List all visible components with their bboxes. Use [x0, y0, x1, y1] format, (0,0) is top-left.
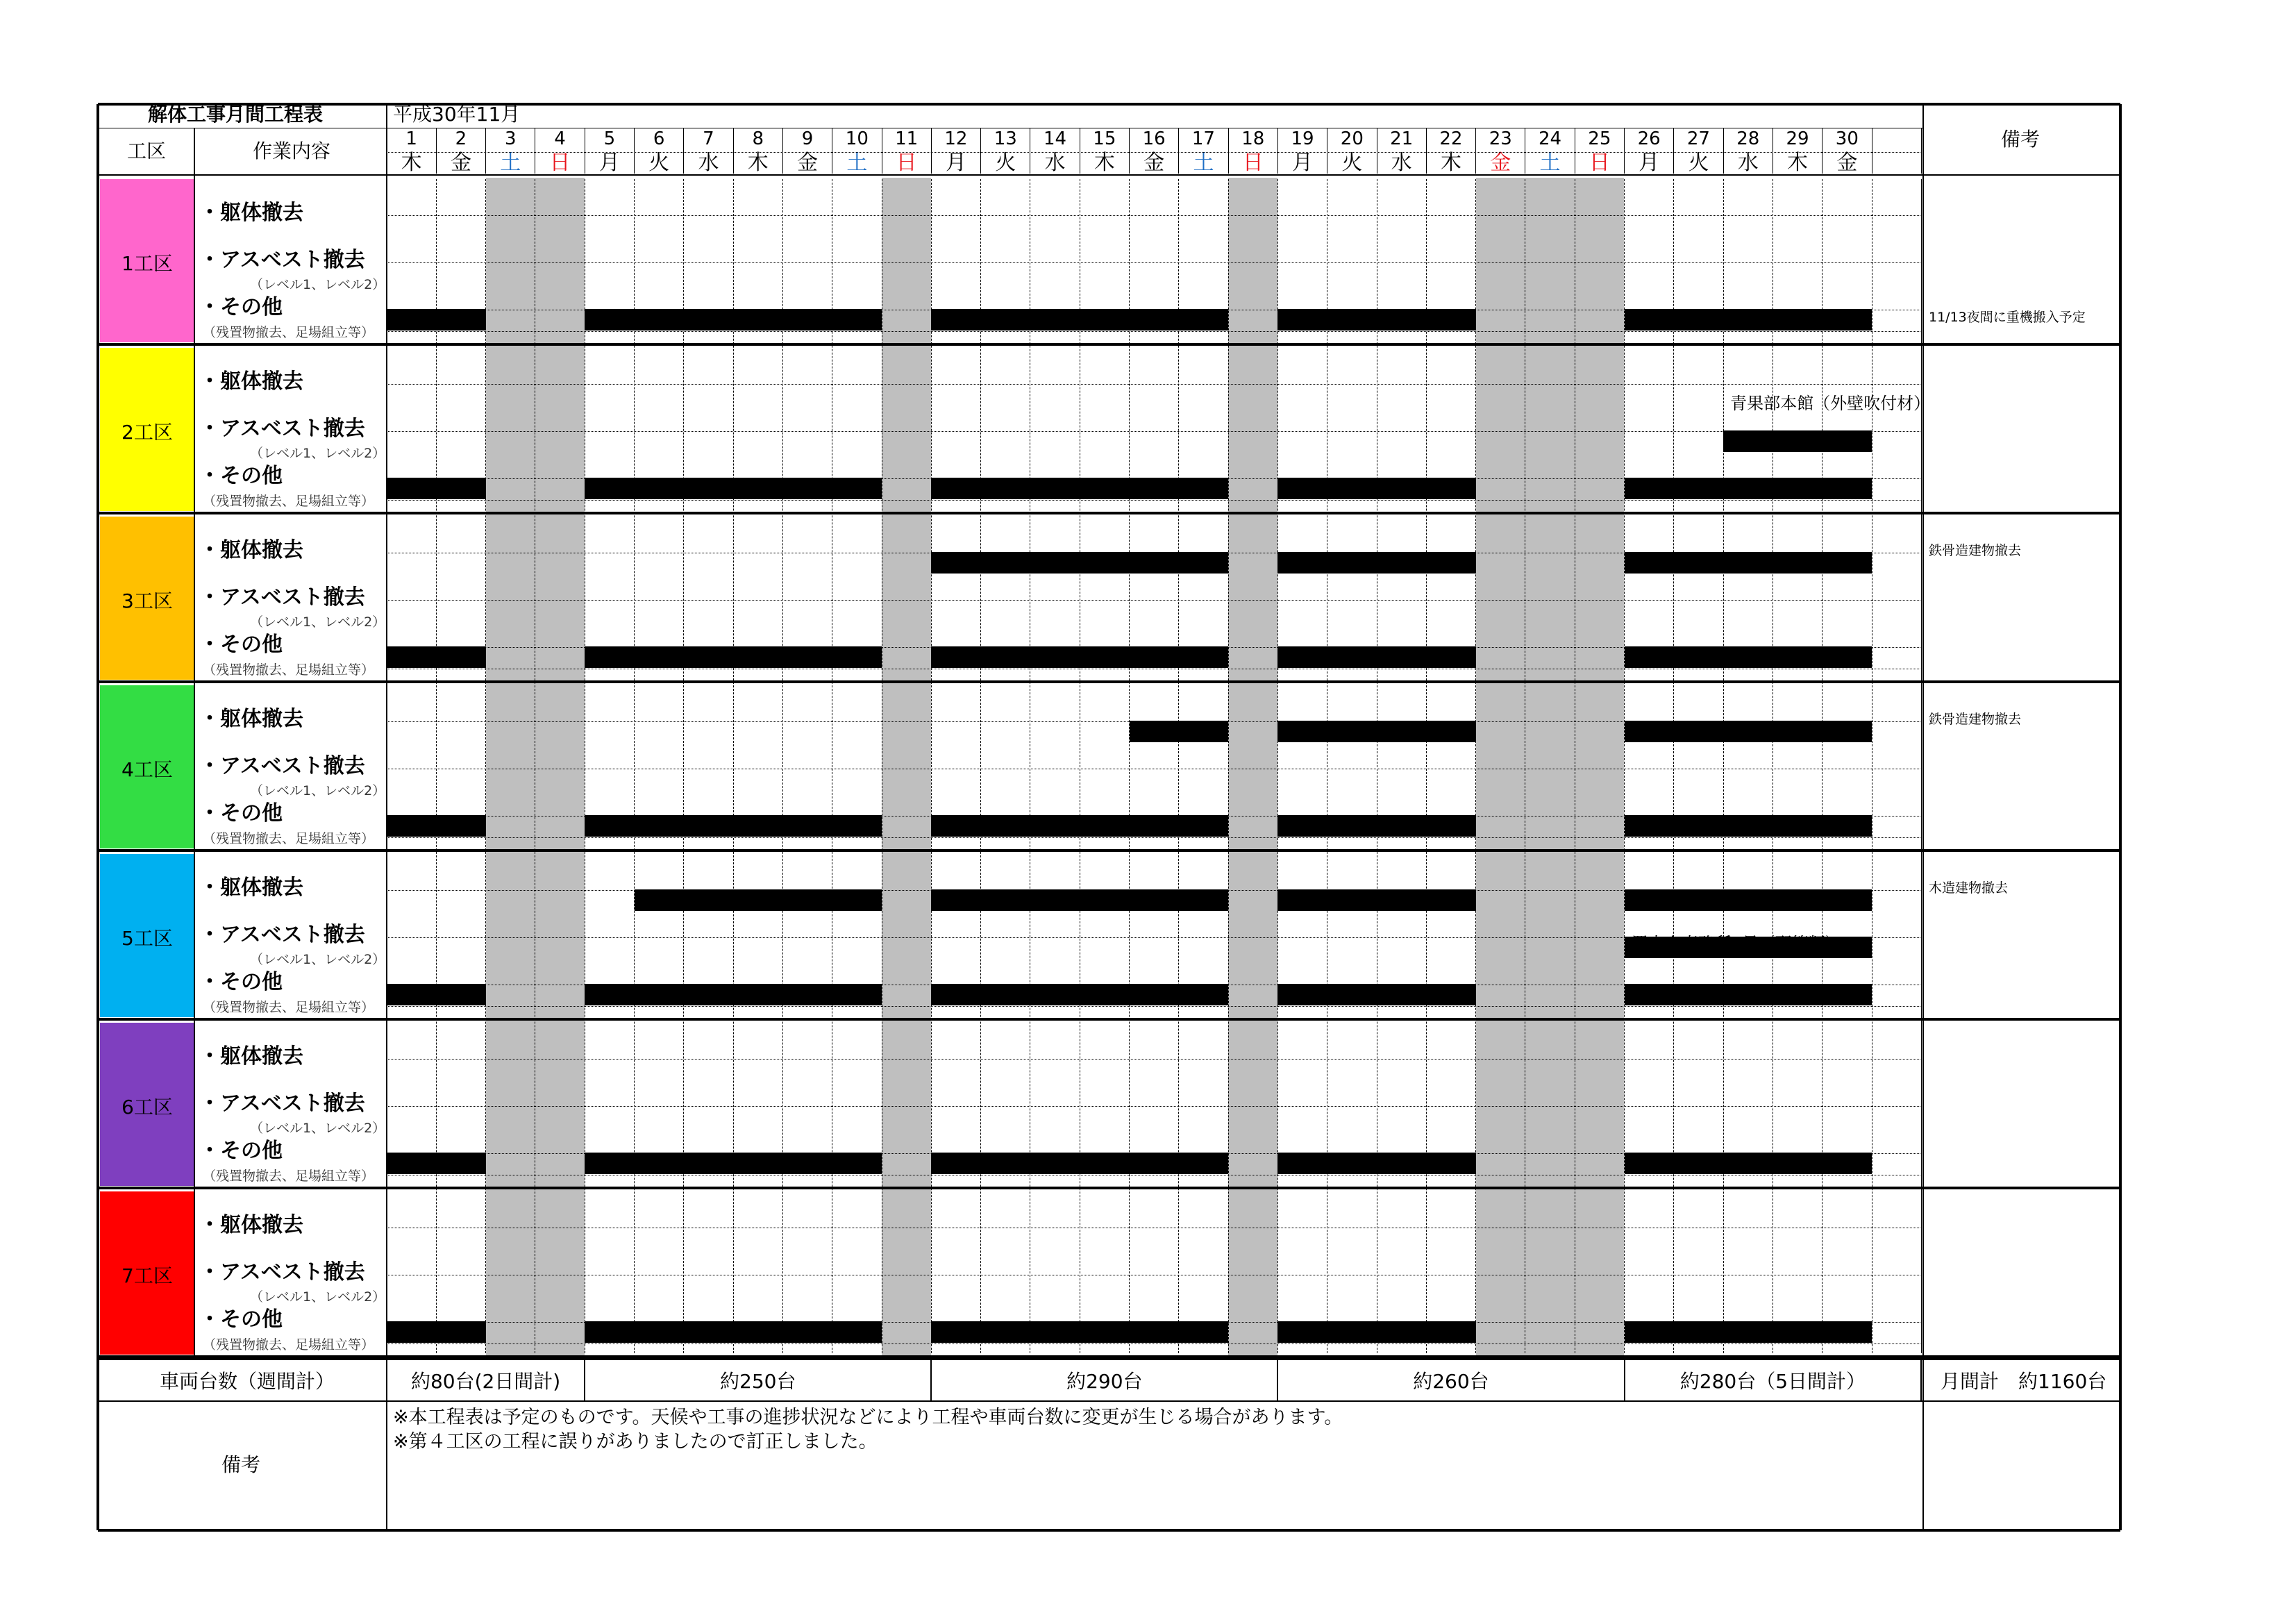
day-line [1129, 179, 1130, 1353]
day-weekday: 水 [1044, 151, 1066, 175]
day-number: 21 [1390, 128, 1414, 149]
vehicle-week-count: 約290台 [1066, 1370, 1143, 1393]
task-structure-removal: ・躯体撤去 [199, 876, 303, 900]
vehicle-row-top [98, 1357, 2120, 1360]
day-number: 18 [1241, 128, 1265, 149]
day-weekday: 金 [1836, 151, 1858, 175]
schedule-title: 解体工事月間工程表 [148, 103, 324, 126]
task-other-note: （残置物撤去、足場組立等） [203, 831, 375, 846]
day-number: 12 [944, 128, 968, 149]
vehicle-week-divider [1920, 1359, 1922, 1401]
zone-name: 6工区 [121, 1096, 173, 1119]
schedule-bar [1625, 1321, 1872, 1343]
zone-column-divider [194, 128, 195, 1359]
task-other-note: （残置物撤去、足場組立等） [203, 1337, 375, 1353]
day-line [1277, 179, 1278, 1353]
task-asbestos-note: （レベル1、レベル2） [250, 783, 386, 798]
day-weekday: 木 [1787, 151, 1809, 175]
vehicle-row-bottom [98, 1400, 2120, 1402]
day-number: 15 [1093, 128, 1116, 149]
task-asbestos-note: （レベル1、レベル2） [250, 277, 386, 292]
day-line [1921, 179, 1922, 1353]
subrow-line [387, 837, 1923, 838]
task-other-note: （残置物撤去、足場組立等） [203, 662, 375, 678]
table-border-left [97, 104, 99, 1530]
schedule-bar [1625, 552, 1872, 574]
task-other: ・その他 [199, 970, 283, 994]
day-weekday: 火 [995, 151, 1016, 175]
day-weekday: 月 [945, 151, 966, 175]
schedule-bar [635, 889, 882, 911]
zone-remark: 木造建物撤去 [1929, 880, 2009, 896]
vehicle-monthly-total: 月間計 約1160台 [1941, 1370, 2107, 1393]
day-line [733, 179, 734, 1353]
day-weekday: 木 [1093, 151, 1115, 175]
day-line [485, 179, 486, 1353]
day-number: 27 [1686, 128, 1710, 149]
task-asbestos-removal: ・アスベスト撤去 [199, 754, 365, 778]
day-weekday: 金 [1143, 151, 1165, 175]
task-other-note: （残置物撤去、足場組立等） [203, 325, 375, 340]
task-structure-removal: ・躯体撤去 [199, 1044, 303, 1069]
subrow-line [387, 1059, 1923, 1060]
subrow-line [387, 1343, 1923, 1344]
header-bottom-line [98, 174, 2120, 176]
subrow-line [387, 384, 1923, 385]
task-other-note: （残置物撤去、足場組立等） [203, 494, 375, 509]
day-number: 1 [405, 128, 417, 149]
task-other: ・その他 [199, 295, 283, 319]
task-structure-removal: ・躯体撤去 [199, 538, 303, 562]
subrow-line [387, 215, 1923, 216]
day-weekday: 火 [1341, 151, 1363, 175]
zone-separator [98, 680, 2120, 683]
task-structure-removal: ・躯体撤去 [199, 369, 303, 394]
zone-separator [98, 1187, 2120, 1189]
task-structure-removal: ・躯体撤去 [199, 707, 303, 731]
subrow-line [387, 600, 1923, 601]
day-number: 22 [1439, 128, 1463, 149]
task-other: ・その他 [199, 801, 283, 826]
schedule-bar [1625, 309, 1872, 330]
day-line [1178, 179, 1179, 1353]
day-number: 10 [845, 128, 869, 149]
schedule-bar [1625, 815, 1872, 837]
day-weekday: 金 [450, 151, 471, 175]
day-number: 30 [1835, 128, 1859, 149]
task-asbestos-removal: ・アスベスト撤去 [199, 585, 365, 610]
schedule-bar [1625, 646, 1872, 668]
day-weekday: 日 [1589, 151, 1610, 175]
zone-name: 5工区 [121, 927, 173, 950]
day-weekday: 水 [698, 151, 719, 175]
subrow-line [387, 331, 1923, 332]
task-other-note: （残置物撤去、足場組立等） [203, 1169, 375, 1184]
day-line [1624, 179, 1625, 1353]
day-weekday: 土 [846, 151, 868, 175]
day-header-line [1921, 128, 1922, 174]
day-weekday: 日 [549, 151, 571, 175]
day-number: 19 [1291, 128, 1314, 149]
zone-separator [98, 849, 2120, 852]
day-weekday: 土 [1539, 151, 1561, 175]
task-other: ・その他 [199, 464, 283, 488]
task-asbestos-note: （レベル1、レベル2） [250, 446, 386, 461]
zone-name: 7工区 [121, 1264, 173, 1287]
day-weekday: 火 [1688, 151, 1709, 175]
day-weekday: 土 [500, 151, 521, 175]
day-line [1475, 179, 1476, 1353]
vehicle-week-count: 約250台 [720, 1370, 796, 1393]
day-number: 2 [455, 128, 467, 149]
task-asbestos-note: （レベル1、レベル2） [250, 1289, 386, 1305]
zone-name: 4工区 [121, 758, 173, 781]
subrow-line [387, 431, 1923, 432]
day-weekday: 木 [747, 151, 769, 175]
day-number: 6 [653, 128, 665, 149]
schedule-bar [1625, 889, 1872, 911]
zone-name: 3工区 [121, 589, 173, 612]
day-weekday: 水 [1737, 151, 1759, 175]
schedule-bar [1625, 1153, 1872, 1174]
zone-remark: 鉄骨造建物撤去 [1929, 543, 2022, 558]
day-number: 29 [1786, 128, 1809, 149]
bar-annotation: 青果部本館（外壁吹付材） [1730, 394, 1931, 413]
day-number: 5 [603, 128, 616, 149]
vehicle-week-count: 約280台（5日間計） [1679, 1370, 1866, 1393]
task-structure-removal: ・躯体撤去 [199, 201, 303, 225]
task-asbestos-removal: ・アスベスト撤去 [199, 923, 365, 947]
zone-column-header: 工区 [127, 140, 167, 162]
task-asbestos-removal: ・アスベスト撤去 [199, 417, 365, 441]
zone-name: 1工区 [121, 252, 173, 275]
day-number: 24 [1538, 128, 1562, 149]
task-asbestos-removal: ・アスベスト撤去 [199, 248, 365, 272]
bar-annotation: 買出人事務所1号（配管類） [1631, 934, 1842, 953]
day-number: 28 [1736, 128, 1760, 149]
day-weekday: 金 [1490, 151, 1511, 175]
zone-remark: 鉄骨造建物撤去 [1929, 712, 2022, 727]
work-column-header: 作業内容 [253, 140, 331, 162]
subrow-line [387, 262, 1923, 263]
notes-line-2: ※第４工区の工程に誤りがありましたので訂正しました。 [393, 1431, 878, 1453]
day-line [1723, 179, 1724, 1353]
day-number: 20 [1340, 128, 1364, 149]
day-line [782, 179, 783, 1353]
schedule-bar [1723, 430, 1872, 452]
day-line [931, 179, 932, 1353]
zone-separator [98, 343, 2120, 346]
table-border-bottom [98, 1529, 2120, 1532]
work-column-divider [386, 104, 387, 1530]
day-weekday: 日 [1242, 151, 1264, 175]
day-number: 3 [504, 128, 517, 149]
zone-separator [98, 1018, 2120, 1021]
task-asbestos-note: （レベル1、レベル2） [250, 952, 386, 967]
day-line [634, 179, 635, 1353]
day-line [1228, 179, 1229, 1353]
task-asbestos-note: （レベル1、レベル2） [250, 614, 386, 630]
day-number: 11 [895, 128, 919, 149]
table-border-right [2119, 104, 2122, 1530]
subrow-line [387, 1006, 1923, 1007]
zone-name: 2工区 [121, 421, 173, 444]
notes-label: 備考 [221, 1453, 261, 1476]
zone-remark: 11/13夜間に重機搬入予定 [1929, 310, 2086, 325]
day-number: 17 [1191, 128, 1215, 149]
day-weekday: 日 [896, 151, 917, 175]
day-line [1426, 179, 1427, 1353]
subrow-line [387, 500, 1923, 501]
day-number: 26 [1637, 128, 1661, 149]
day-number: 23 [1489, 128, 1512, 149]
day-number: 4 [554, 128, 566, 149]
day-weekday: 水 [1391, 151, 1412, 175]
day-number: 13 [994, 128, 1017, 149]
vehicle-week-count: 約260台 [1413, 1370, 1489, 1393]
day-weekday: 木 [1440, 151, 1461, 175]
task-other: ・その他 [199, 1139, 283, 1163]
schedule-period: 平成30年11月 [393, 103, 521, 126]
day-line [436, 179, 437, 1353]
notes-line-1: ※本工程表は予定のものです。天候や工事の進捗状況などにより工程や車両台数に変更が生じる場合があります。 [393, 1407, 1343, 1428]
schedule-bar [1625, 984, 1872, 1005]
subrow-line [387, 1106, 1923, 1107]
day-weekday: 月 [598, 151, 620, 175]
header-line [387, 152, 1923, 153]
day-line [1673, 179, 1674, 1353]
task-structure-removal: ・躯体撤去 [199, 1213, 303, 1237]
day-line [683, 179, 684, 1353]
day-number: 14 [1043, 128, 1067, 149]
zone-separator [98, 512, 2120, 514]
vehicle-row-label: 車両台数（週間計） [160, 1370, 335, 1393]
remarks-column-divider [1922, 104, 1924, 1530]
task-asbestos-removal: ・アスベスト撤去 [199, 1091, 365, 1116]
vehicle-week-count: 約80台(2日間計) [410, 1370, 561, 1393]
table-border-top [98, 103, 2120, 106]
task-other: ・その他 [199, 633, 283, 657]
task-other-note: （残置物撤去、足場組立等） [203, 1000, 375, 1015]
schedule-bar [1625, 721, 1872, 742]
day-weekday: 月 [1639, 151, 1660, 175]
day-weekday: 木 [401, 151, 422, 175]
day-weekday: 土 [1193, 151, 1214, 175]
remarks-column-header: 備考 [2001, 128, 2041, 151]
task-asbestos-note: （レベル1、レベル2） [250, 1121, 386, 1136]
day-weekday: 火 [648, 151, 670, 175]
day-line [980, 179, 981, 1353]
task-other: ・その他 [199, 1307, 283, 1332]
day-number: 25 [1588, 128, 1611, 149]
day-number: 16 [1142, 128, 1166, 149]
day-weekday: 月 [1292, 151, 1314, 175]
day-weekday: 金 [797, 151, 819, 175]
day-number: 7 [703, 128, 714, 149]
task-asbestos-removal: ・アスベスト撤去 [199, 1260, 365, 1284]
day-number: 8 [752, 128, 764, 149]
schedule-bar [1625, 478, 1872, 499]
day-number: 9 [801, 128, 814, 149]
